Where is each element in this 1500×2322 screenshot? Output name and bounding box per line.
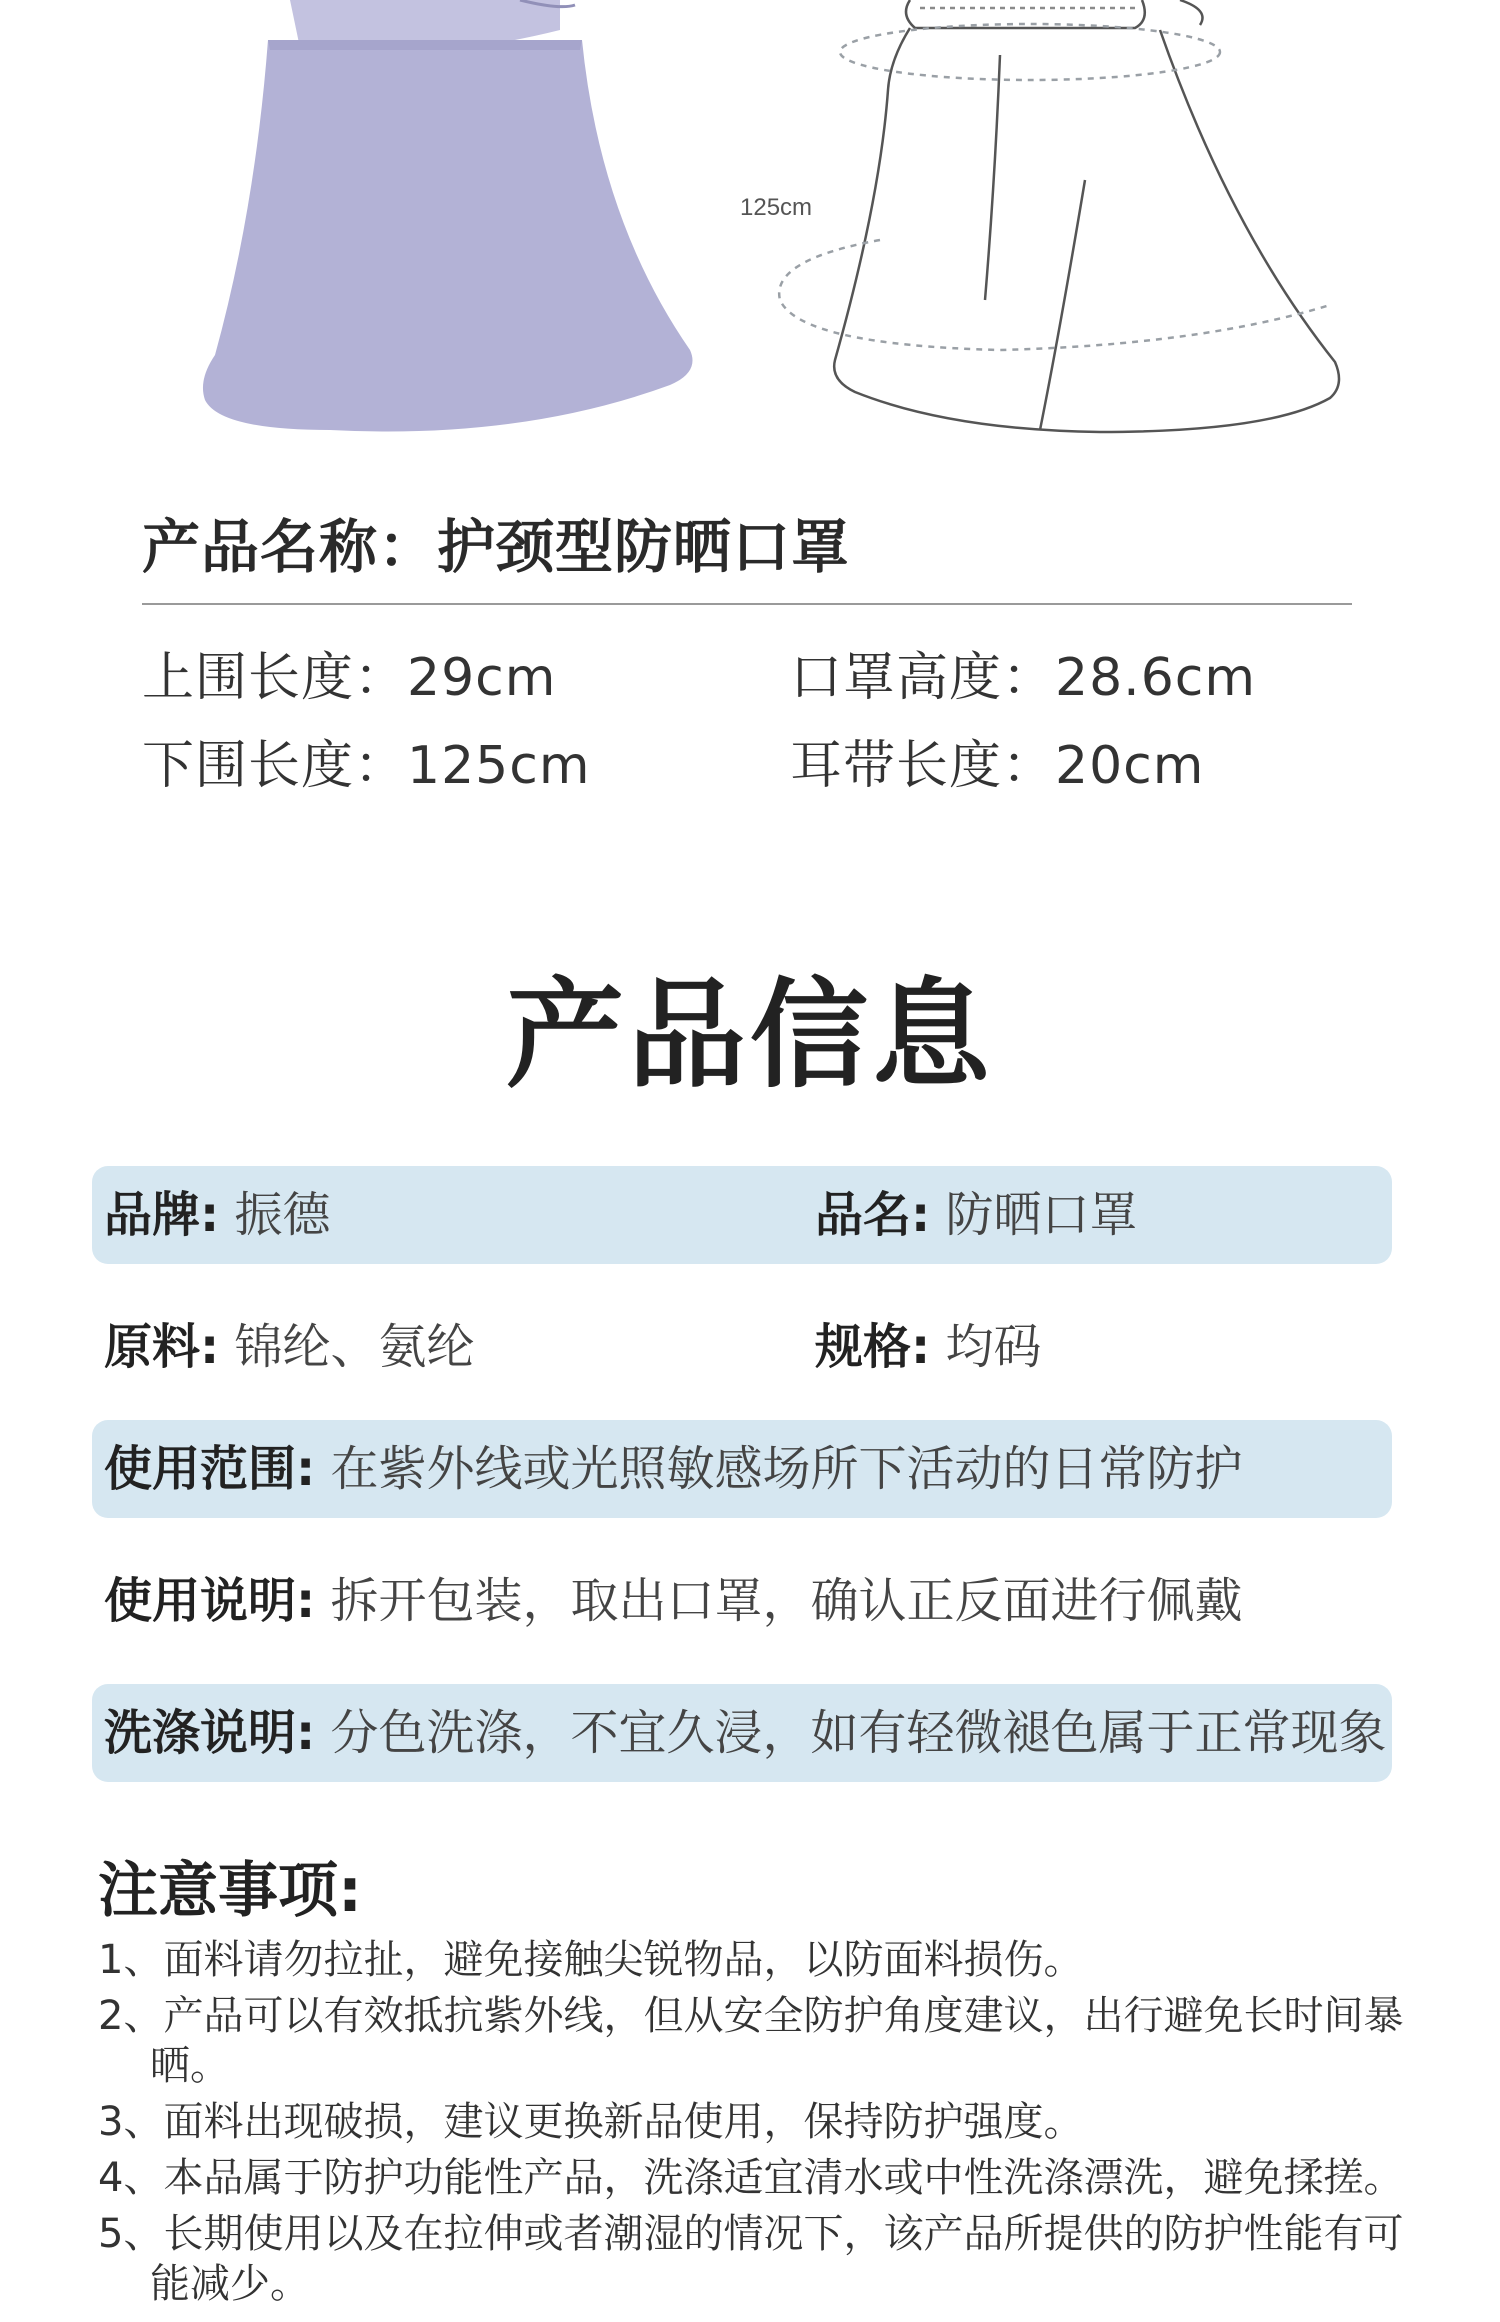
note-item: 5、长期使用以及在拉伸或者潮湿的情况下，该产品所提供的防护性能有可能减少。 [98, 2211, 1404, 2307]
brand-key: 品牌: [104, 1187, 220, 1243]
divider [142, 603, 1352, 605]
usage-value: 在紫外线或光照敏感场所下活动的日常防护 [315, 1441, 1243, 1497]
product-name: 产品名称：护颈型防晒口罩 [142, 513, 851, 581]
notes-title: 注意事项: [98, 1856, 362, 1926]
info-row-instructions [92, 1552, 1392, 1650]
usage-key: 使用范围: [104, 1441, 316, 1497]
washing-key: 洗涤说明: [104, 1705, 316, 1761]
material-key: 原料: [104, 1319, 220, 1375]
washing-value: 分色洗涤，不宜久浸，如有轻微褪色属于正常现象 [315, 1705, 1387, 1761]
product-illustration [0, 0, 1500, 460]
info-row-brand [92, 1166, 1392, 1264]
measure-label: 125cm [740, 194, 813, 221]
instructions-value: 拆开包装，取出口罩，确认正反面进行佩戴 [315, 1573, 1243, 1629]
note-item: 4、本品属于防护功能性产品，洗涤适宜清水或中性洗涤漂洗，避免揉搓。 [98, 2155, 1404, 2201]
info-row-material [92, 1298, 1392, 1396]
size-value: 均码 [930, 1319, 1042, 1375]
product-name-value: 防晒口罩 [930, 1187, 1138, 1243]
dimension-ear-strap-length: 耳带长度：20cm [790, 736, 1205, 796]
size-key: 规格: [815, 1319, 931, 1375]
outline-mask-drawing [834, 0, 1339, 432]
instructions-key: 使用说明: [104, 1573, 316, 1629]
info-row-usage-scope [92, 1420, 1392, 1518]
note-item: 2、产品可以有效抵抗紫外线，但从安全防护角度建议，出行避免长时间暴晒。 [98, 1993, 1404, 2089]
section-title: 产品信息 [505, 966, 994, 1104]
info-row-washing [92, 1684, 1392, 1782]
product-name-key: 品名: [815, 1187, 931, 1243]
measurement-dashed-lines [779, 24, 1330, 350]
brand-value: 振德 [219, 1187, 331, 1243]
dimension-top-length: 上围长度：29cm [142, 648, 557, 708]
note-item: 1、面料请勿拉扯，避免接触尖锐物品，以防面料损伤。 [98, 1937, 1084, 1983]
material-value: 锦纶、氨纶 [219, 1319, 475, 1375]
note-item: 3、面料出现破损，建议更换新品使用，保持防护强度。 [98, 2099, 1084, 2145]
dimension-mask-height: 口罩高度：28.6cm [790, 648, 1257, 708]
purple-mask-image [203, 0, 693, 432]
notes-list [98, 1935, 1438, 2315]
dimension-bottom-length: 下围长度：125cm [142, 736, 591, 796]
